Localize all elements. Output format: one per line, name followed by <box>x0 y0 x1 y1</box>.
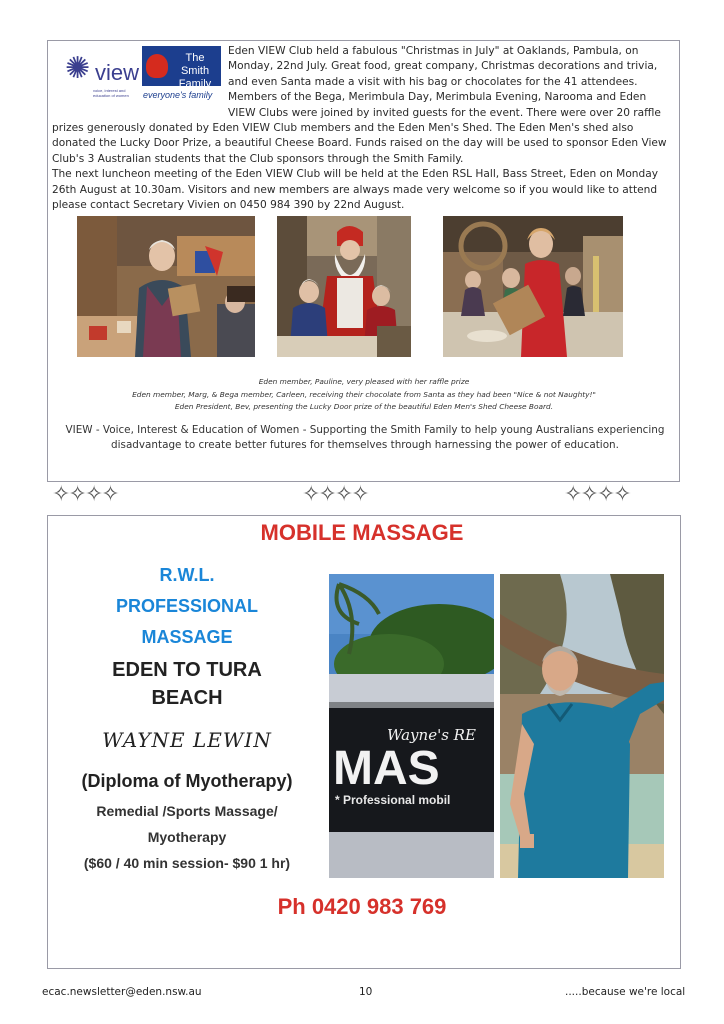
footer-email: ecac.newsletter@eden.nsw.au <box>42 986 202 998</box>
ad-prices: ($60 / 40 min session- $90 1 hr) <box>83 855 291 871</box>
article-paragraph: The next luncheon meeting of the Eden VIEW Club will be held at the Eden RSL Hall, Bass Street, Eden on Monday 26th August at 10.30am. Visitors and new members are always made very welcome so if you would like to attend please contact Secretary Vivien on 0450 984 390 by 22nd August. <box>52 168 659 212</box>
ad-services-2: Myotherapy <box>147 829 227 845</box>
footer-page-number: 10 <box>359 986 373 998</box>
car-sign-word: MAS <box>333 742 440 795</box>
ad-phone-number: Ph 0420 983 769 <box>277 894 447 919</box>
photo-pauline-raffle <box>77 216 255 357</box>
sun-star-icon: ✺ <box>65 51 91 86</box>
car-sign-subtitle: * Professional mobil <box>335 793 451 807</box>
caption: Eden member, Marg, & Bega member, Carleen, receiving their chocolate from Santa as they had been "Nice & not Naughty!" <box>132 389 596 399</box>
caption: Eden member, Pauline, very pleased with her raffle prize <box>258 377 470 386</box>
ad-diploma: (Diploma of Myotherapy) <box>81 771 293 791</box>
photo-captions <box>52 376 676 414</box>
article-text <box>52 44 676 213</box>
ad-professional: PROFESSIONAL <box>115 596 258 616</box>
view-logo-word: view <box>95 60 140 85</box>
article-paragraph: Eden VIEW Club held a fabulous "Christmas in July" at Oaklands, Pambula, on Monday, 22nd July. Great food, great company, Christmas decorations and trivia, and even Santa made a visit with his bag or chocolates for the 41 attendees. Members of the Bega, Merimbula Day, Merimbula Evening, Narooma and Eden VIEW Clubs were joined by invited guests for the event. There were over 20 raffle prizes generously donated by Eden VIEW Club members and the Eden Men's Shed. The Eden Men's shed also donated the Lucky Door Prize, a beautiful Cheese Board. Funds raised on the day will be used to sponsor Eden View Club's 3 Australian students that the Club sponsors through the Smith Family. <box>52 45 667 165</box>
view-mission-statement: VIEW - Voice, Interest & Education of Women - Supporting the Smith Family to help young Australians experiencing disadvantage to create better futures for themselves through harnessing the power of education. <box>65 424 665 451</box>
star-separator-right: ✧✧✧✧ <box>564 482 630 507</box>
car-sign-script: Wayne's RE <box>387 726 476 744</box>
ad-business-initials: R.W.L. <box>159 565 215 585</box>
ad-massage: MASSAGE <box>141 627 233 647</box>
footer-tagline: .....because we're local <box>565 986 686 998</box>
photo-wayne-lewin <box>500 574 664 878</box>
ad-services: Remedial /Sports Massage/ <box>96 803 278 819</box>
smith-family-tagline: everyone's family <box>143 90 213 100</box>
photo-massage-car-sign <box>329 574 494 878</box>
smith-family-logo-text: The Smith Family <box>178 52 212 90</box>
star-separator-center: ✧✧✧✧ <box>302 482 368 507</box>
star-separator-left: ✧✧✧✧ <box>52 482 118 507</box>
ad-service-area-2: BEACH <box>151 687 223 709</box>
ad-service-area: EDEN TO TURA <box>112 659 262 681</box>
photo-lucky-door-prize <box>443 216 623 357</box>
view-logo-tagline: voice, interest and education of women <box>93 88 129 98</box>
caption: Eden President, Bev, presenting the Lucky Door prize of the beautiful Eden Men's Shed Cheese Board. <box>174 402 554 412</box>
photo-santa-chocolates <box>277 216 411 357</box>
ad-title: MOBILE MASSAGE <box>260 520 464 545</box>
ad-signature: WAYNE LEWIN <box>102 728 272 752</box>
